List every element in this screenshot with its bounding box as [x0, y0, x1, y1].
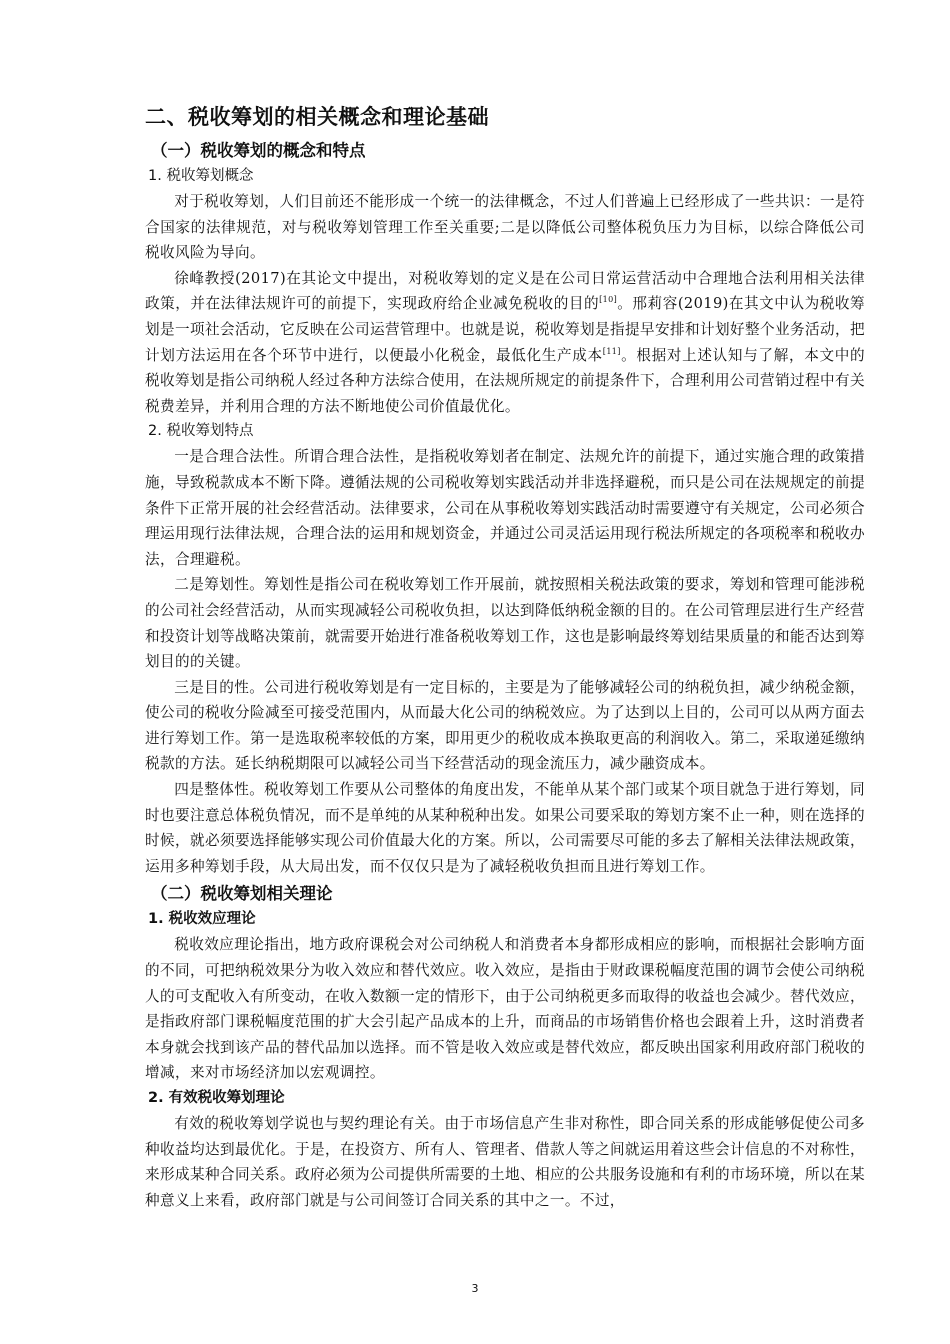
paragraph: 税收效应理论指出，地方政府课税会对公司纳税人和消费者本身都形成相应的影响，而根据社会影响方面的不同，可把纳税效果分为收入效应和替代效应。收入效应，是指由于财政课税幅度范围的调节会使公司纳税人的可支配收入有所变动，在收入数额一定的情形下，由于公司纳税更多而取得的收益也会减少。替代效应，是指政府部门课税幅度范围的扩大会引起产品成本的上升，而商品的市场销售价格也会跟着上升，这时消费者本身就会找到该产品的替代品加以选择。而不管是收入效应或是替代效应，都反映出国家利用政府部门税收的增减，来对市场经济加以宏观调控。	[145, 936, 865, 1082]
heading-tax-planning-concept: 1. 税收筹划概念	[148, 168, 254, 184]
subsection-title-theory: （二）税收筹划相关理论	[151, 884, 333, 904]
paragraph-text: 。邢莉容(2019)在其文中认为税收筹划是一项社会活动，它反映在公司运营管理中。也就是说，税收筹划是指提早安排和计划好整个业务活动，把计划方法运用在各个环节中进行，以便最小化税金，最低化生产成本	[145, 295, 865, 364]
paragraph: 有效的税收筹划学说也与契约理论有关。由于市场信息产生非对称性，即合同关系的形成能够促使公司多种收益均达到最优化。于是，在投资方、所有人、管理者、借款人等之间就运用着这些会计信息的不对称性，来形成某种合同关系。政府必须为公司提供所需要的土地、相应的公共服务设施和有利的市场环境，所以在某种意义上来看，政府部门就是与公司间签订合同关系的其中之一。不过，	[145, 1115, 865, 1209]
heading-tax-effect-theory: 1. 税收效应理论	[148, 911, 256, 928]
paragraph: 三是目的性。公司进行税收筹划是有一定目标的，主要是为了能够减轻公司的纳税负担，减少纳税金额，使公司的税收分险减至可接受范围内，从而最大化公司的纳税效应。为了达到以上目的，公司可以从两方面去进行筹划工作。第一是选取税率较低的方案，即用更少的税收成本换取更高的利润收入。第二，采取递延缴纳税款的方法。延长纳税期限可以减轻公司当下经营活动的现金流压力，减少融资成本。	[145, 678, 865, 773]
page-content	[145, 100, 865, 1213]
paragraph-with-citations	[145, 266, 865, 420]
paragraph: 对于税收筹划，人们目前还不能形成一个统一的法律概念，不过人们普遍上已经形成了一些共识：一是符合国家的法律规范，对与税收筹划管理工作至关重要;二是以降低公司整体税负压力为目标，以综合降低公司税收风险为导向。	[145, 193, 865, 262]
section-title: 二、税收筹划的相关概念和理论基础	[145, 105, 489, 129]
subsection-title-concept: （一）税收筹划的概念和特点	[151, 141, 366, 160]
paragraph: 四是整体性。税收筹划工作要从公司整体的角度出发，不能单从某个部门或某个项目就急于进行筹划，同时也要注意总体税负情况，而不是单纯的从某种税种出发。如果公司要采取的筹划方案不止一种，则在选择的时候，就必须要选择能够实现公司价值最大化的方案。所以，公司需要尽可能的多去了解相关法律法规政策，运用多种筹划手段，从大局出发，而不仅仅只是为了减轻税收负担而且进行筹划工作。	[145, 781, 865, 875]
paragraph-text: 。根据对上述认知与了解，本文中的税收筹划是指公司纳税人经过各种方法综合使用，在法规所规定的前提条件下，合理利用公司营销过程中有关税费差异，并利用合理的方法不断地使公司价值最优化。	[145, 346, 865, 415]
paragraph: 二是筹划性。筹划性是指公司在税收筹划工作开展前，就按照相关税法政策的要求，筹划和管理可能涉税的公司社会经营活动，从而实现减轻公司税收负担，以达到降低纳税金额的目的。在公司管理层进行生产经营和投资计划等战略决策前，就需要开始进行准备税收筹划工作，这也是影响最终筹划结果质量的和能否达到筹划目的的关键。	[145, 576, 865, 671]
citation-ref: [11]	[602, 346, 621, 356]
heading-effective-tax-planning-theory: 2. 有效税收筹划理论	[148, 1090, 285, 1106]
paragraph-text: 徐峰教授(2017)在其论文中提出，对税收筹划的定义是在公司日常运营活动中合理地合法利用相关法律政策，并在法律法规许可的前提下，实现政府给企业减免税收的目的	[145, 269, 865, 313]
paragraph: 一是合理合法性。所谓合理合法性，是指税收筹划者在制定、法规允许的前提下，通过实施合理的政策措施，导致税款成本不断下降。遵循法规的公司税收筹划实践活动并非选择避税，而只是公司在法规规定的前提条件下正常开展的社会经营活动。法律要求，公司在从事税收筹划实践活动时需要遵守有关规定，公司必须合理运用现行法律法规，合理合法的运用和规划资金，并通过公司灵活运用现行税法所规定的各项税率和税收办法，合理避税。	[145, 448, 865, 568]
heading-tax-planning-features: 2. 税收筹划特点	[148, 423, 254, 440]
citation-ref: [10]	[599, 295, 618, 305]
page-number: 3	[471, 1282, 479, 1295]
